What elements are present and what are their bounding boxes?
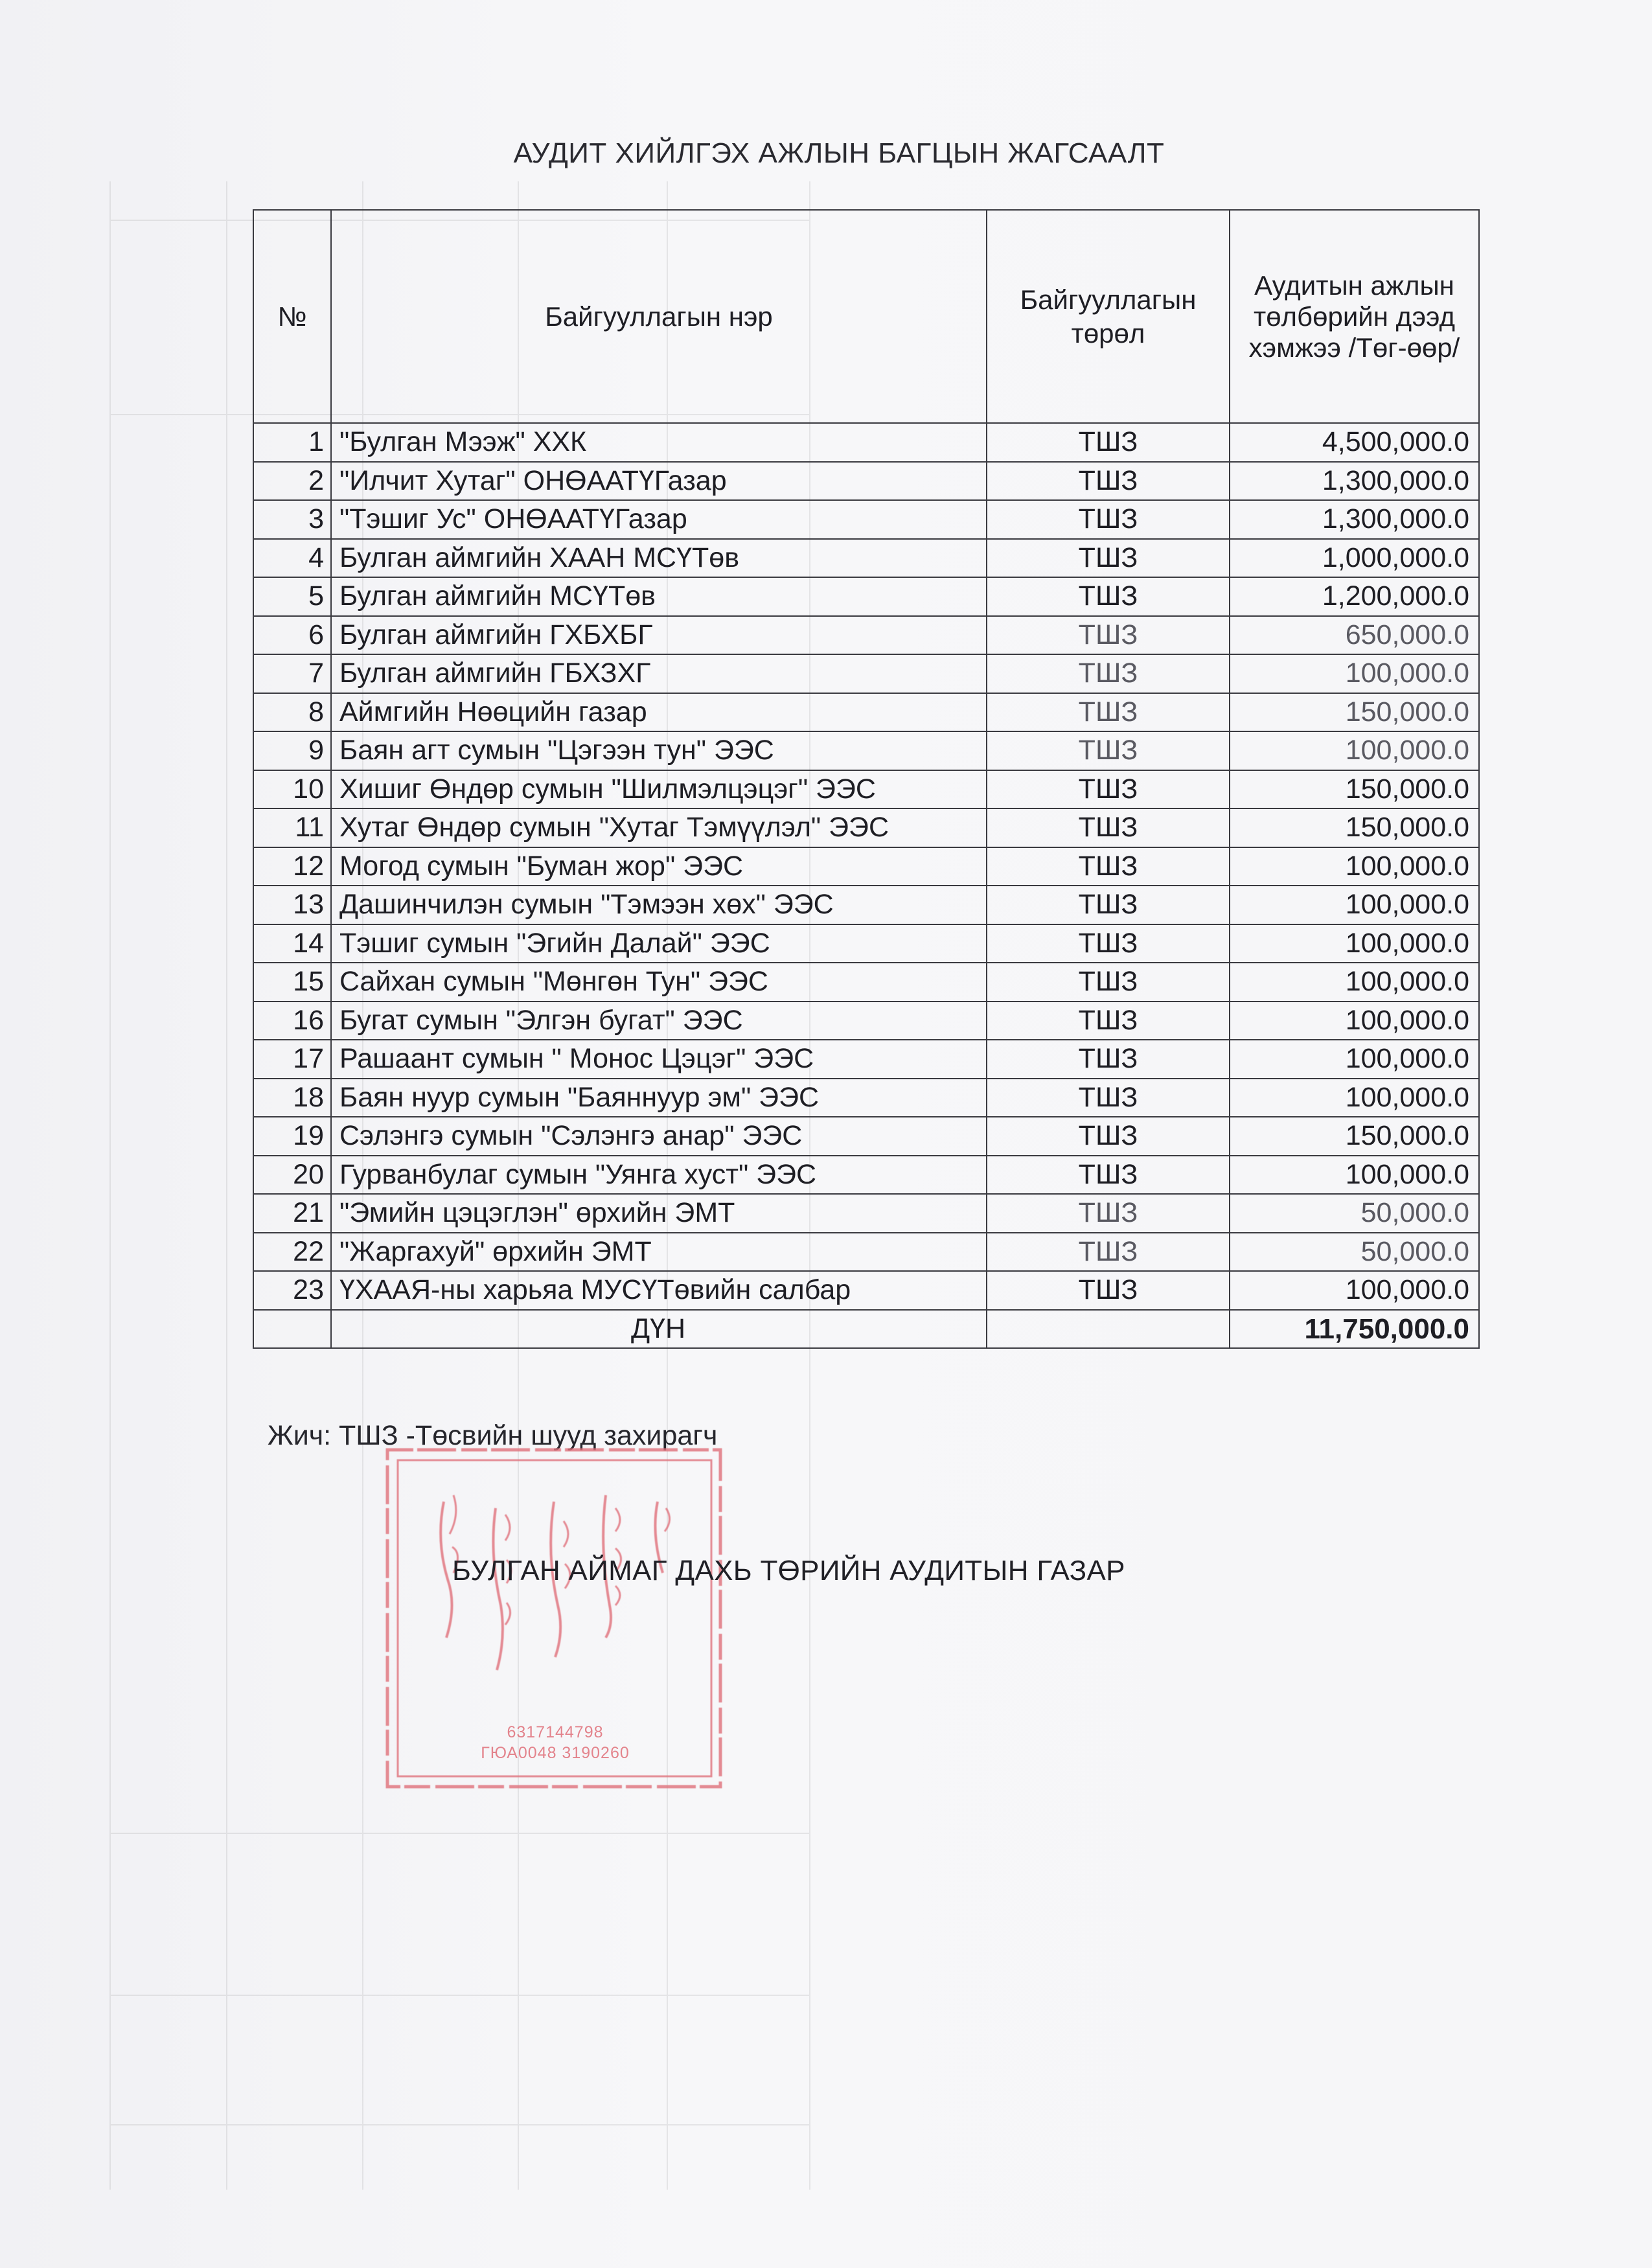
total-type-cell bbox=[987, 1310, 1230, 1349]
row-number: 2 bbox=[253, 462, 331, 501]
max-audit-fee: 100,000.0 bbox=[1230, 924, 1479, 963]
header-max-audit-fee: Аудитын ажлын төлбөрийн дээд хэмжээ /Төг-өөр/ bbox=[1230, 210, 1479, 423]
table-row bbox=[253, 423, 1479, 462]
organization-name: Булган аймгийн ХААН МСҮТөв bbox=[331, 539, 987, 578]
organization-type: ТШЗ bbox=[987, 577, 1230, 616]
table-row bbox=[253, 731, 1479, 770]
organization-name: Булган аймгийн ГХБХБГ bbox=[331, 616, 987, 655]
table-row bbox=[253, 462, 1479, 501]
max-audit-fee: 100,000.0 bbox=[1230, 1002, 1479, 1040]
table-row bbox=[253, 886, 1479, 924]
table-row bbox=[253, 924, 1479, 963]
max-audit-fee: 100,000.0 bbox=[1230, 1040, 1479, 1079]
stamp-line-1: 6317144798 bbox=[507, 1723, 604, 1741]
organization-type: ТШЗ bbox=[987, 963, 1230, 1002]
audit-list-table bbox=[253, 209, 1480, 1349]
organization-type: ТШЗ bbox=[987, 500, 1230, 539]
organization-type: ТШЗ bbox=[987, 808, 1230, 847]
row-number: 20 bbox=[253, 1156, 331, 1195]
organization-type: ТШЗ bbox=[987, 1040, 1230, 1079]
table-total-row bbox=[253, 1310, 1479, 1349]
organization-name: Хутаг Өндөр сумын "Хутаг Тэмүүлэл" ЭЭС bbox=[331, 808, 987, 847]
table-row bbox=[253, 1194, 1479, 1233]
table-row bbox=[253, 1117, 1479, 1156]
organization-type: ТШЗ bbox=[987, 1194, 1230, 1233]
row-number: 5 bbox=[253, 577, 331, 616]
max-audit-fee: 100,000.0 bbox=[1230, 847, 1479, 886]
table-row bbox=[253, 770, 1479, 809]
table-row bbox=[253, 963, 1479, 1002]
table-row bbox=[253, 1002, 1479, 1040]
stamp-line-2: ГЮА0048 3190260 bbox=[481, 1744, 630, 1762]
organization-name: Хишиг Өндөр сумын "Шилмэлцэцэг" ЭЭС bbox=[331, 770, 987, 809]
max-audit-fee: 100,000.0 bbox=[1230, 1156, 1479, 1195]
organization-name: Тэшиг сумын "Эгийн Далай" ЭЭС bbox=[331, 924, 987, 963]
row-number: 18 bbox=[253, 1079, 331, 1117]
organization-name: Бугат сумын "Элгэн бугат" ЭЭС bbox=[331, 1002, 987, 1040]
row-number: 9 bbox=[253, 731, 331, 770]
row-number: 22 bbox=[253, 1233, 331, 1272]
organization-name: Булган аймгийн МСҮТөв bbox=[331, 577, 987, 616]
organization-type: ТШЗ bbox=[987, 616, 1230, 655]
organization-type: ТШЗ bbox=[987, 847, 1230, 886]
max-audit-fee: 1,300,000.0 bbox=[1230, 500, 1479, 539]
header-organization-type: Байгууллагын төрөл bbox=[987, 210, 1230, 423]
organization-name: Могод сумын "Буман жор" ЭЭС bbox=[331, 847, 987, 886]
row-number: 8 bbox=[253, 693, 331, 732]
organization-name: "Тэшиг Ус" ОНӨААТҮГазар bbox=[331, 500, 987, 539]
max-audit-fee: 150,000.0 bbox=[1230, 770, 1479, 809]
max-audit-fee: 150,000.0 bbox=[1230, 1117, 1479, 1156]
organization-name: Сайхан сумын "Мөнгөн Тун" ЭЭС bbox=[331, 963, 987, 1002]
organization-name: "Жаргахуй" өрхийн ЭМТ bbox=[331, 1233, 987, 1272]
organization-name: Рашаант сумын " Монос Цэцэг" ЭЭС bbox=[331, 1040, 987, 1079]
table-row bbox=[253, 1156, 1479, 1195]
organization-name: "Булган Мээж" ХХК bbox=[331, 423, 987, 462]
organization-type: ТШЗ bbox=[987, 539, 1230, 578]
max-audit-fee: 4,500,000.0 bbox=[1230, 423, 1479, 462]
row-number: 4 bbox=[253, 539, 331, 578]
row-number: 3 bbox=[253, 500, 331, 539]
table-row bbox=[253, 808, 1479, 847]
organization-type: ТШЗ bbox=[987, 693, 1230, 732]
table-row bbox=[253, 539, 1479, 578]
organization-name: ҮХААЯ-ны харьяа МУСҮТөвийн салбар bbox=[331, 1271, 987, 1310]
table-row bbox=[253, 616, 1479, 655]
table-row bbox=[253, 1233, 1479, 1272]
organization-name: Булган аймгийн ГБХЗХГ bbox=[331, 654, 987, 693]
organization-type: ТШЗ bbox=[987, 731, 1230, 770]
table-row bbox=[253, 500, 1479, 539]
header-organization-name: Байгууллагын нэр bbox=[331, 210, 987, 423]
organization-type: ТШЗ bbox=[987, 1156, 1230, 1195]
table-row bbox=[253, 577, 1479, 616]
table-row bbox=[253, 1079, 1479, 1117]
organization-type: ТШЗ bbox=[987, 462, 1230, 501]
max-audit-fee: 50,000.0 bbox=[1230, 1233, 1479, 1272]
organization-name: Баян агт сумын "Цэгээн тун" ЭЭС bbox=[331, 731, 987, 770]
organization-name: Баян нуур сумын "Баяннуур эм" ЭЭС bbox=[331, 1079, 987, 1117]
row-number: 21 bbox=[253, 1194, 331, 1233]
total-amount: 11,750,000.0 bbox=[1230, 1310, 1479, 1349]
organization-name: "Эмийн цэцэглэн" өрхийн ЭМТ bbox=[331, 1194, 987, 1233]
organization-type: ТШЗ bbox=[987, 654, 1230, 693]
organization-type: ТШЗ bbox=[987, 423, 1230, 462]
document-title: АУДИТ ХИЙЛГЭХ АЖЛЫН БАГЦЫН ЖАГСААЛТ bbox=[513, 137, 1165, 169]
row-number: 1 bbox=[253, 423, 331, 462]
max-audit-fee: 150,000.0 bbox=[1230, 808, 1479, 847]
organization-type: ТШЗ bbox=[987, 770, 1230, 809]
organization-name: "Илчит Хутаг" ОНӨААТҮГазар bbox=[331, 462, 987, 501]
max-audit-fee: 650,000.0 bbox=[1230, 616, 1479, 655]
max-audit-fee: 1,000,000.0 bbox=[1230, 539, 1479, 578]
issuing-organization: БУЛГАН АЙМАГ ДАХЬ ТӨРИЙН АУДИТЫН ГАЗАР bbox=[452, 1555, 1125, 1586]
organization-type: ТШЗ bbox=[987, 1002, 1230, 1040]
table-row bbox=[253, 693, 1479, 732]
max-audit-fee: 100,000.0 bbox=[1230, 886, 1479, 924]
max-audit-fee: 100,000.0 bbox=[1230, 654, 1479, 693]
row-number: 13 bbox=[253, 886, 331, 924]
table-header-row bbox=[253, 210, 1479, 423]
max-audit-fee: 100,000.0 bbox=[1230, 1271, 1479, 1310]
header-number: № bbox=[253, 210, 331, 423]
table-row bbox=[253, 1040, 1479, 1079]
organization-name: Гурванбулаг сумын "Уянга хуст" ЭЭС bbox=[331, 1156, 987, 1195]
row-number: 7 bbox=[253, 654, 331, 693]
max-audit-fee: 100,000.0 bbox=[1230, 1079, 1479, 1117]
row-number: 10 bbox=[253, 770, 331, 809]
max-audit-fee: 150,000.0 bbox=[1230, 693, 1479, 732]
row-number: 23 bbox=[253, 1271, 331, 1310]
table-row bbox=[253, 847, 1479, 886]
footnote: Жич: ТШЗ -Төсвийн шууд захирагч bbox=[268, 1420, 718, 1451]
max-audit-fee: 1,200,000.0 bbox=[1230, 577, 1479, 616]
total-number-cell bbox=[253, 1310, 331, 1349]
row-number: 12 bbox=[253, 847, 331, 886]
row-number: 19 bbox=[253, 1117, 331, 1156]
table-row bbox=[253, 1271, 1479, 1310]
row-number: 6 bbox=[253, 616, 331, 655]
organization-type: ТШЗ bbox=[987, 1117, 1230, 1156]
organization-type: ТШЗ bbox=[987, 1233, 1230, 1272]
max-audit-fee: 100,000.0 bbox=[1230, 963, 1479, 1002]
row-number: 16 bbox=[253, 1002, 331, 1040]
row-number: 14 bbox=[253, 924, 331, 963]
row-number: 11 bbox=[253, 808, 331, 847]
organization-name: Аймгийн Нөөцийн газар bbox=[331, 693, 987, 732]
organization-type: ТШЗ bbox=[987, 886, 1230, 924]
organization-type: ТШЗ bbox=[987, 1079, 1230, 1117]
table-row bbox=[253, 654, 1479, 693]
row-number: 17 bbox=[253, 1040, 331, 1079]
organization-name: Дашинчилэн сумын "Тэмээн хөх" ЭЭС bbox=[331, 886, 987, 924]
total-label: ДҮН bbox=[331, 1310, 987, 1349]
organization-type: ТШЗ bbox=[987, 1271, 1230, 1310]
max-audit-fee: 100,000.0 bbox=[1230, 731, 1479, 770]
max-audit-fee: 50,000.0 bbox=[1230, 1194, 1479, 1233]
max-audit-fee: 1,300,000.0 bbox=[1230, 462, 1479, 501]
row-number: 15 bbox=[253, 963, 331, 1002]
organization-name: Сэлэнгэ сумын "Сэлэнгэ анар" ЭЭС bbox=[331, 1117, 987, 1156]
organization-type: ТШЗ bbox=[987, 924, 1230, 963]
